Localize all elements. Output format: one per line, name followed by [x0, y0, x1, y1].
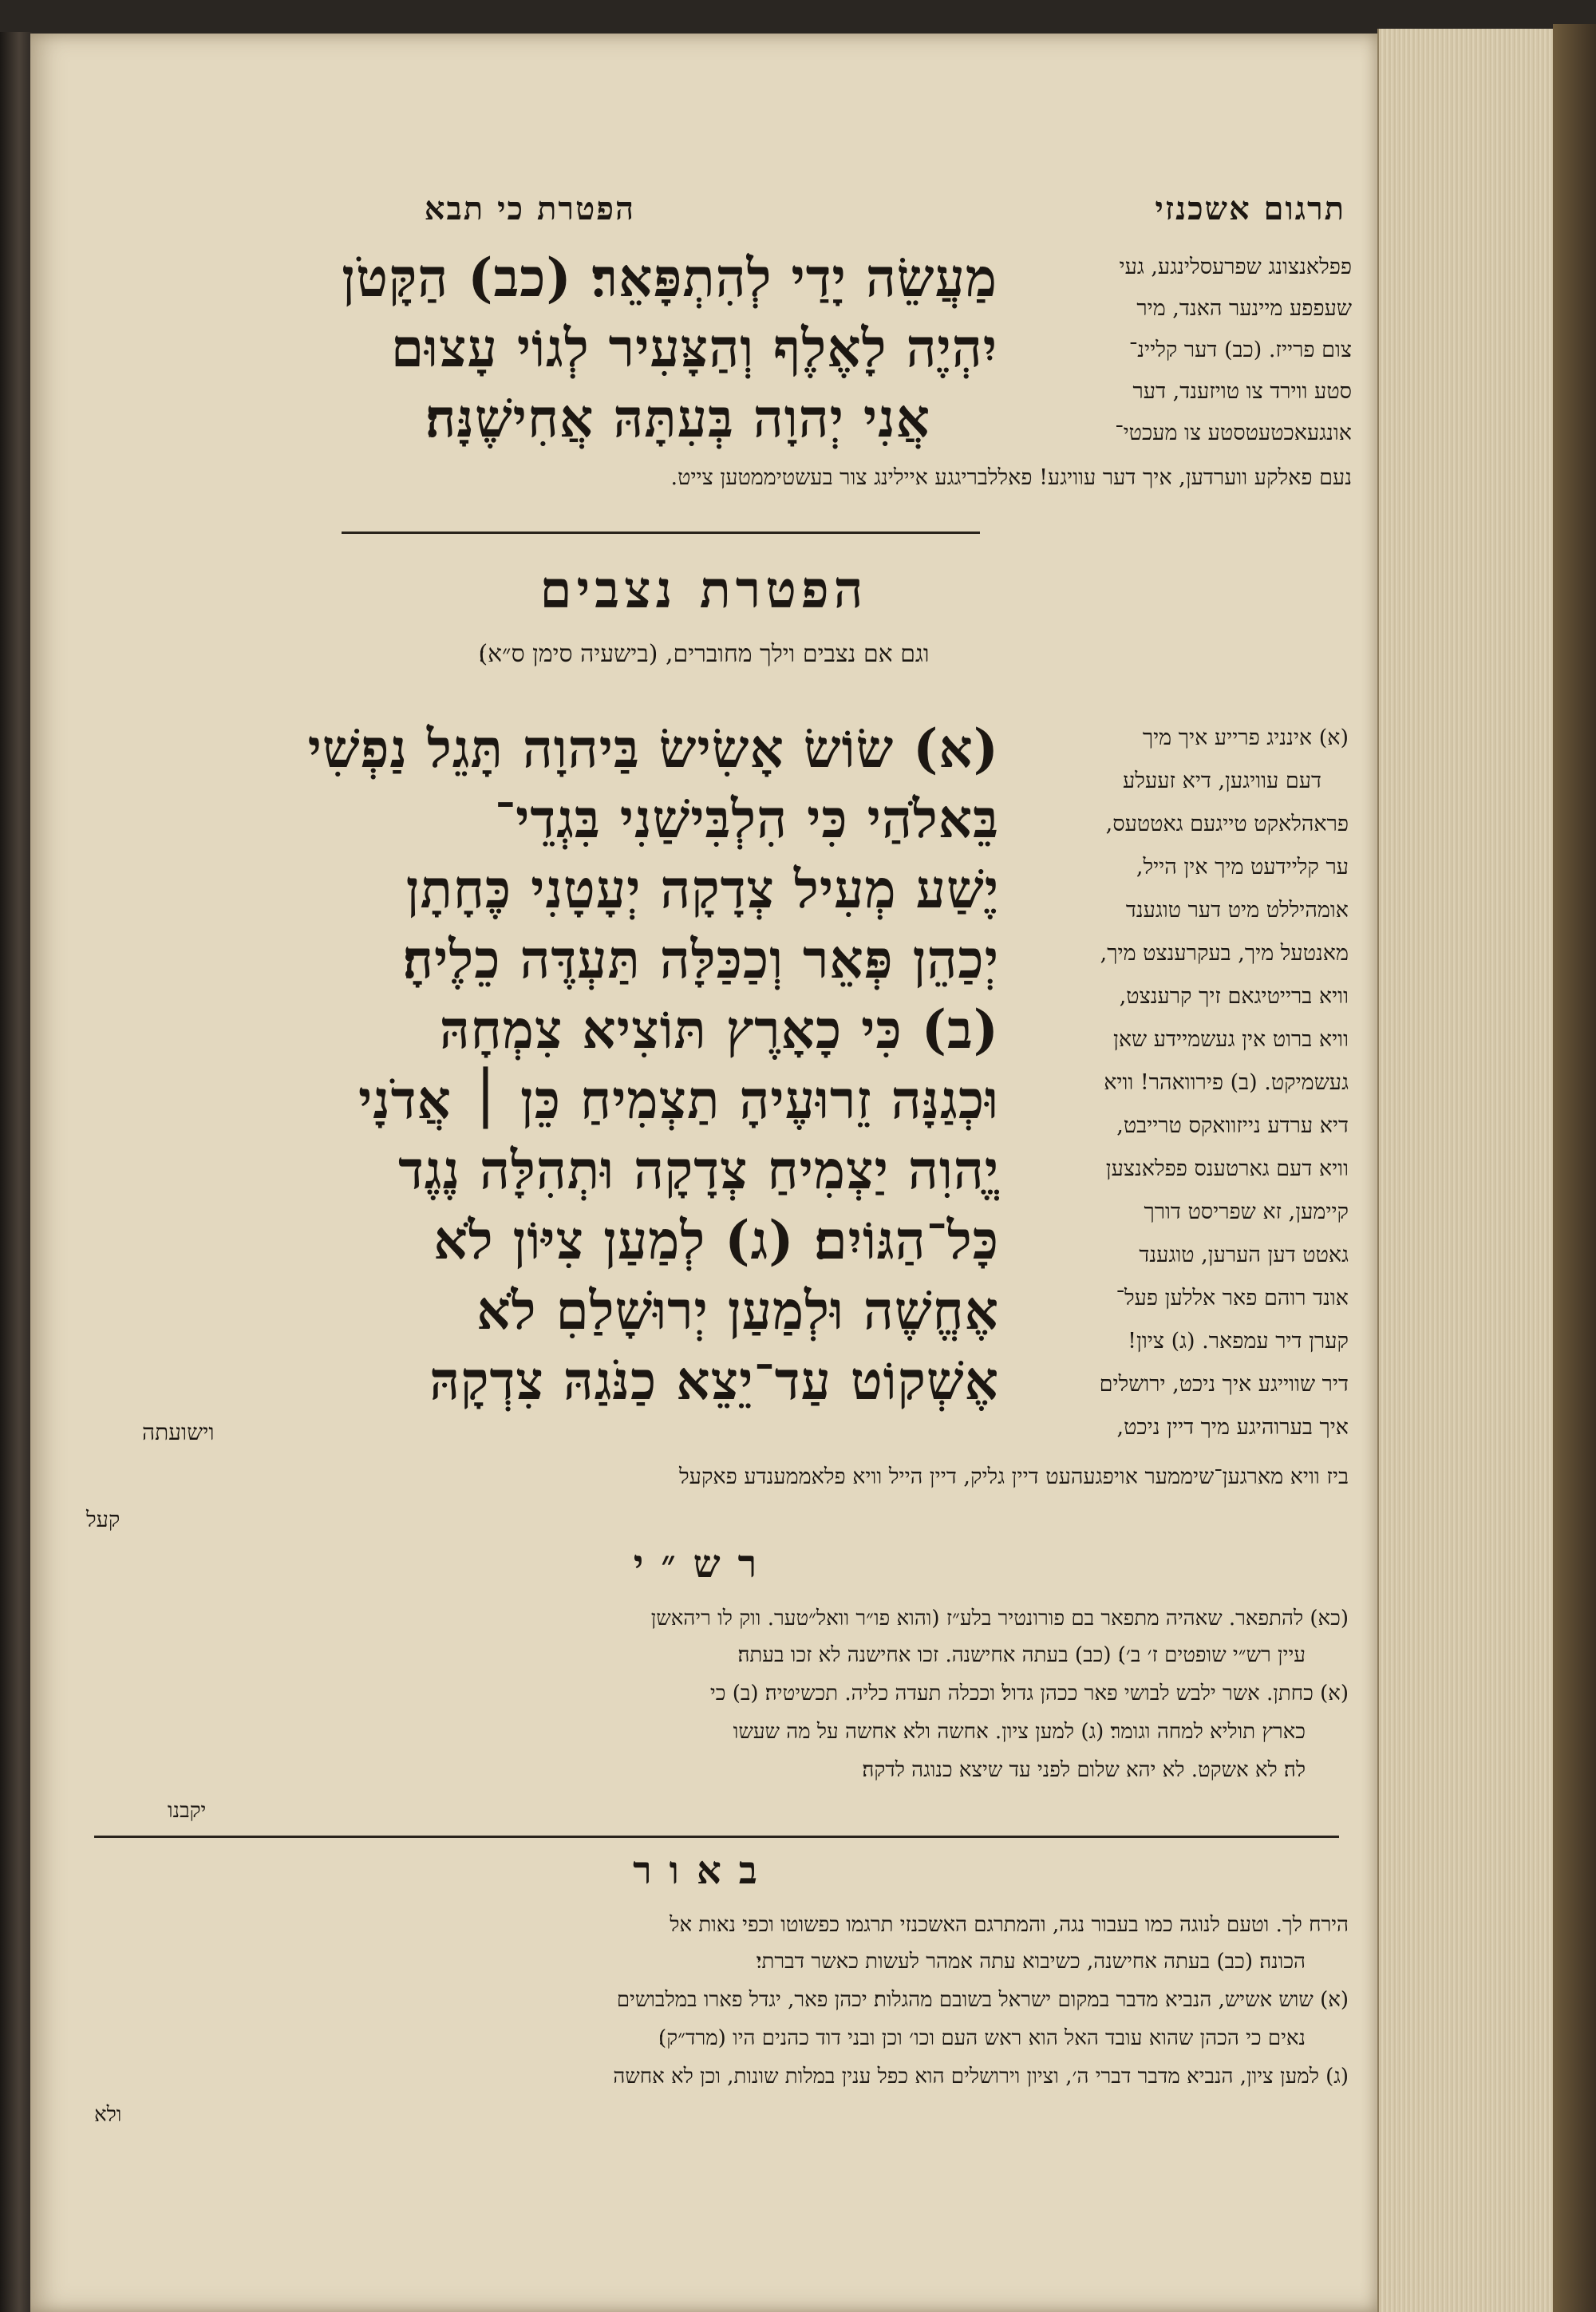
book-page — [30, 34, 1377, 2312]
translation-line: קיימען, זא שפריסט דורך — [1144, 1199, 1349, 1224]
translation-tail-word: קעל — [86, 1508, 120, 1532]
translation-line: דיא ערדע נייזוואקס טרייבט, — [1116, 1113, 1349, 1138]
top-translation-line: סטע ווירד צו טויזענד, דער — [1132, 379, 1352, 404]
rashi-line: (כא) להתפאר. שאהיה מתפאר בם פורונטיר בלע״ז (והוא פו״ר וואל״טער. ווק לו ריהאשן — [650, 1607, 1349, 1630]
biur-line: (א) שוש אשיש, הנביא מדבר במקום ישראל בשובם מהגלות׃ יכהן פאר, יגדל פארו במלבושים — [616, 1988, 1349, 2012]
top-verse-line: יִהְיֶה לָאֶלֶף וְהַצָּעִיר לְגוֹי עָצוּם — [390, 317, 998, 379]
rashi-catchword: יקבנו — [168, 1799, 207, 1823]
verse-line: (א) שׂוֹשׂ אָשִׂישׂ בַּיהוָה תָּגֵל נַפְשִׁי — [307, 717, 999, 780]
translation-line: ער קליידעט מיך אין הייל, — [1136, 855, 1349, 879]
translation-line: אונד רוהם פאר אללען פעל־ — [1116, 1286, 1349, 1310]
translation-line: מאנטעל מיך, בעקרענצט מיך, — [1100, 941, 1349, 966]
biur-line: ולא — [94, 2103, 122, 2127]
verse-line: יְכַהֵן פְּאֵר וְכַכַּלָּה תַּעְדֶּה כֵלֶיהָ׃ — [402, 928, 999, 990]
verse-line: אֶשְׁקוֹט עַד־יֵצֵא כַנֹּגַהּ צִדְקָהּ — [429, 1350, 999, 1412]
verse-line: (ב) כִּי כָאָרֶץ תּוֹצִיא צִמְחָהּ — [439, 998, 999, 1061]
top-translation-line: שעפפע מיינער האנד, מיר — [1136, 296, 1352, 321]
header-left-title: תרגום אשכנזי — [1155, 190, 1345, 227]
verse-catchword: וישועתה — [142, 1419, 215, 1445]
translation-line: געשמיקט. (ב) פירוואהר! וויא — [1104, 1070, 1349, 1095]
rashi-line: לה׃ לא אשקט. לא יהא שלום לפני עד שיצא כנוגה לדקה׃ — [862, 1758, 1306, 1782]
translation-line: דיר שווייגע איך ניכט, ירושלים — [1099, 1372, 1349, 1397]
haftarah-subtitle: וגם אם נצבים וילך מחוברים, (בישעיה סימן ס״א)׃ — [478, 640, 930, 668]
rashi-line: עיין רש״י שופטים ז׳ ב׳)׃ (כב) בעתה אחישנה. זכו אחישנה לא זכו בעתה׃ — [737, 1643, 1306, 1667]
verse-line: וּכְגַנָּה זֵרוּעֶיהָ תַצְמִיחַ כֵּן ׀ אֲדֹנָי — [358, 1069, 999, 1131]
translation-line: גאטט דען הערען, טוגענד — [1139, 1243, 1349, 1267]
rashi-title: רש״י — [633, 1542, 775, 1587]
translation-line: דעם עוויגען, דיא זעעלע — [1123, 769, 1321, 793]
top-translation-line: פפלאנצונג שפרעסלינגע, געי — [1119, 255, 1352, 279]
biur-line: הכונה׃ (כב) בעתה אחישנה, כשיבוא עתה אמהר לעשות כאשר דברתי׃ — [756, 1950, 1306, 1974]
top-verse-line: מַעֲשֵׂה יָדַי לְהִתְפָּאֵר׃ (כב) הַקָּטֹן — [342, 247, 998, 309]
top-translation-full-line: נעם פאלקע ווערדען, איך דער עוויגע! פאללבריגגע איילינג צור בעשטיממטען צייט. — [670, 465, 1352, 490]
translation-full-line: ביז וויא מארגען־שיממער אויפגעהעט דיין גליק, דיין הייל וויא פלאממענדע פאקעל — [679, 1464, 1349, 1489]
verse-line: יֶשַׁע מְעִיל צְדָקָה יְעָטָנִי כֶּחָתָן — [405, 858, 999, 920]
biur-title: באור — [633, 1848, 775, 1893]
top-translation-line: צום פרייז. (כב) דער קליינ־ — [1128, 338, 1352, 362]
verse-line: יֱהוִה יַצְמִיחַ צְדָקָה וּתְהִלָּה נֶגֶד — [398, 1139, 999, 1201]
section-divider — [342, 532, 980, 534]
page-stack-edge — [1377, 29, 1555, 2312]
top-verse-line: אֲנִי יְהוָה בְּעִתָּהּ אֲחִישֶׁנָּה׃ — [425, 387, 930, 449]
verse-line: אֶחֱשֶׁה וּלְמַעַן יְרוּשָׁלַםִ לֹא — [476, 1279, 999, 1342]
translation-line: אומהיללט מיט דער טוגענד — [1125, 898, 1349, 923]
translation-line: וויא דעם גארטענס פפלאנצען — [1105, 1156, 1349, 1181]
rashi-divider — [94, 1836, 1339, 1838]
translation-line: וויא ברייטיגאם זיך קרענצט, — [1119, 984, 1349, 1009]
translation-line: פראהלאקט טייגעם גאטטעס, — [1105, 812, 1349, 836]
verse-line: כָּל־הַגּוֹיִם׃ (ג) לְמַעַן צִיּוֹן לֹא — [433, 1209, 999, 1271]
biur-line: נאים כי הכהן שהוא עובד האל הוא ראש העם וכו׳ וכן ובני דוד כהנים היו (מרד״ק)׃ — [658, 2026, 1306, 2050]
translation-line: (א) אינניג פרייע איך מיך — [1142, 725, 1349, 750]
book-left-edge — [0, 32, 32, 2312]
verse-line: בֵּאלֹהַי כִּי הִלְבִּישַׁנִי בִּגְדֵי־ — [494, 788, 999, 850]
translation-line: איך בערוהיגע מיך דיין ניכט, — [1116, 1415, 1349, 1440]
top-translation-line: אונגעאכטעטסטע צו מעכטי־ — [1115, 421, 1352, 445]
haftarah-title: הפטרת נצבים — [539, 560, 868, 620]
biur-line: (ג) למען ציון, הנביא מדבר דברי ה׳, וציון וירושלים הוא כפל ענין במלות שונות, וכן לא אחשה — [613, 2065, 1349, 2089]
biur-line: הירח לך. וטעם לנוגה כמו בעבור נגה, והמתרגם האשכנזי תרגמו כפשוטו וכפי נאות אל — [670, 1913, 1349, 1937]
translation-line: וויא ברוט אין געשמיידע שאן — [1112, 1027, 1349, 1052]
translation-line: קערן דיר עמפאר. (ג) ציון! — [1128, 1329, 1349, 1354]
rashi-line: (א) כחתן. אשר ילבש לבושי פאר ככהן גדול׃ וככלה תעדה כליה. תכשיטיה׃ (ב) כי — [709, 1682, 1349, 1705]
header-right-title: הפטרת כי תבא — [424, 190, 635, 227]
rashi-line: כארץ תוליא למחה וגומר׃ (ג) למען ציון. אחשה ולא אחשה על מה שעשו — [733, 1720, 1306, 1744]
book-binding — [1553, 24, 1596, 2312]
